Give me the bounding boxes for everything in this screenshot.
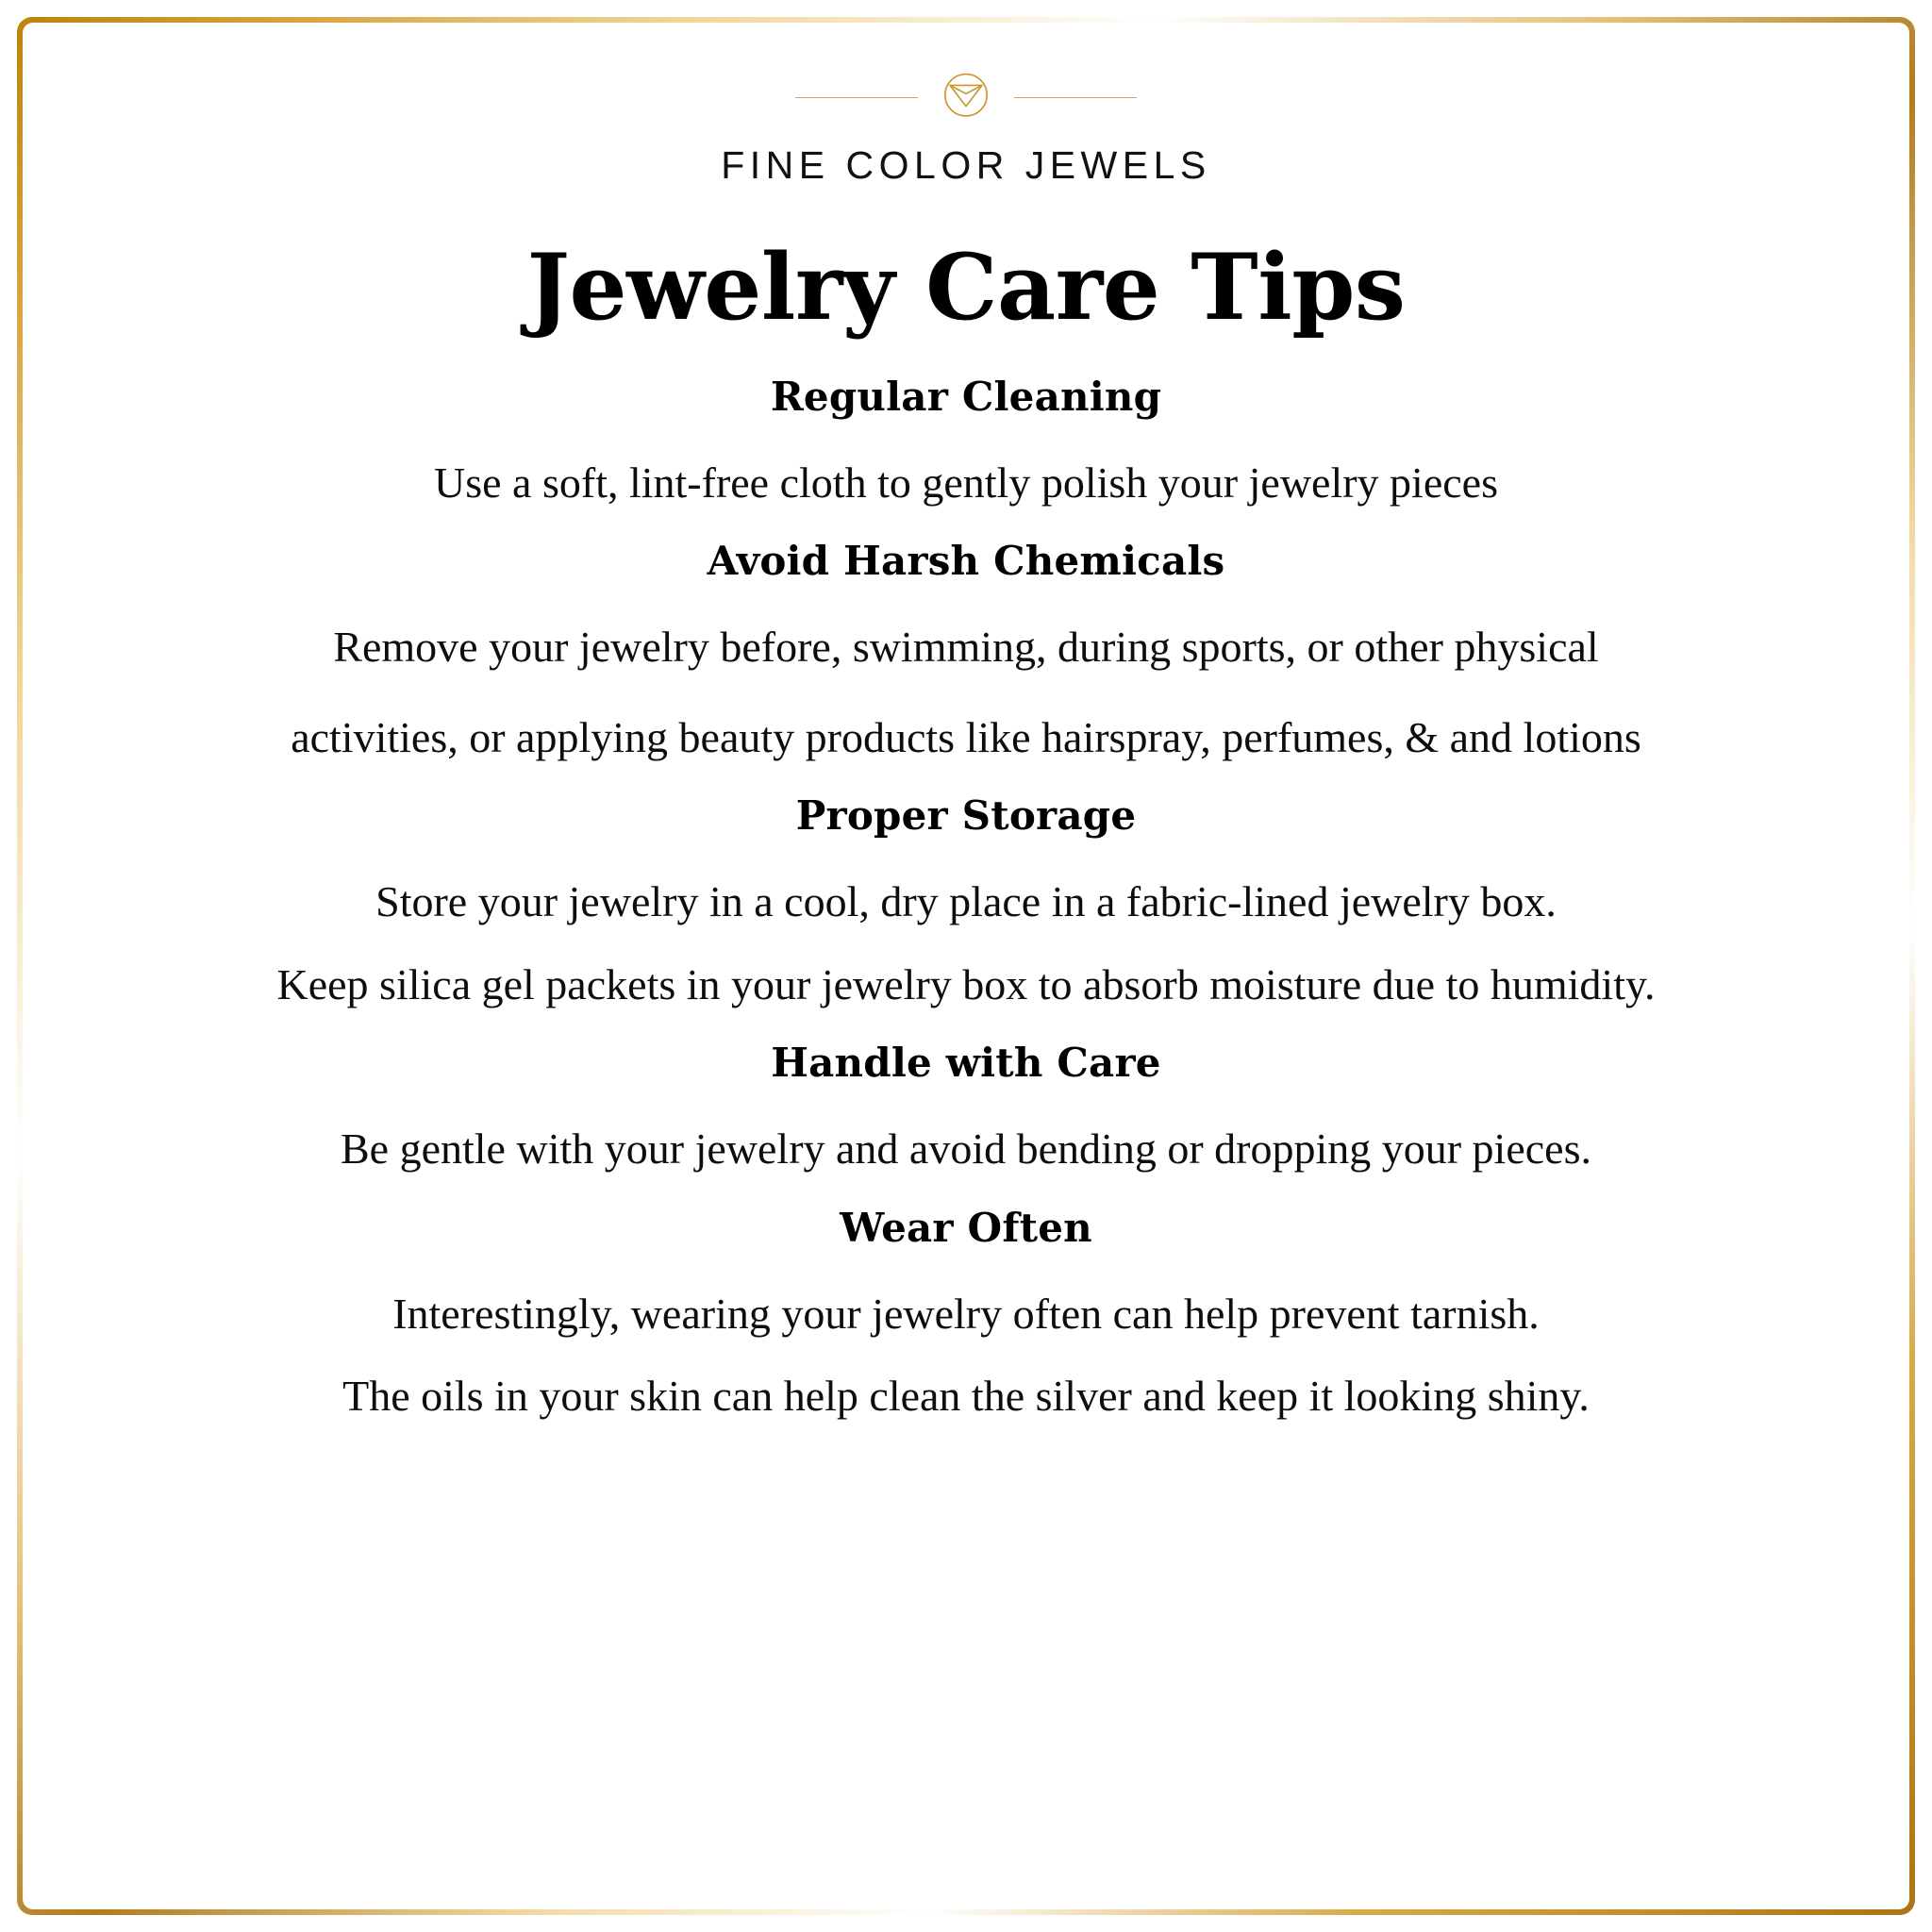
page-title: Jewelry Care Tips [526,234,1406,341]
diamond-gem-icon [931,62,1001,132]
section-handle-with-care [79,1040,1853,1176]
care-tips-sections [79,374,1853,1424]
section-regular-cleaning [79,374,1853,510]
section-heading: Regular Cleaning [770,373,1162,420]
section-wear-often [79,1205,1853,1424]
left-rule [795,97,918,98]
section-heading: Proper Storage [795,792,1137,840]
section-heading: Avoid Harsh Chemicals [707,538,1225,585]
brand-mark [702,60,1230,134]
section-heading: Wear Often [840,1204,1092,1251]
page-inner [23,23,1909,1909]
section-line: Be gentle with your jewelry and avoid bending or dropping your pieces. [340,1124,1591,1174]
section-heading: Handle with Care [771,1040,1161,1087]
gold-border-frame [17,17,1915,1915]
brand-block [702,47,1230,188]
section-line: Interestingly, wearing your jewelry often can help prevent tarnish. [392,1289,1540,1338]
section-line: Keep silica gel packets in your jewelry box to absorb moisture due to humidity. [276,959,1656,1008]
section-proper-storage [79,792,1853,1011]
section-avoid-harsh-chemicals [79,538,1853,764]
section-line: Use a soft, lint-free cloth to gently polish your jewelry pieces [434,458,1498,507]
section-line: Remove your jewelry before, swimming, during sports, or other physical [333,623,1599,672]
section-line: The oils in your skin can help clean the silver and keep it looking shiny. [342,1372,1590,1421]
section-line: Store your jewelry in a cool, dry place in a fabric-lined jewelry box. [375,877,1557,926]
page-content [23,23,1909,1909]
right-rule [1014,97,1137,98]
brand-name: FINE COLOR JEWELS [721,143,1211,187]
section-line: activities, or applying beauty products like hairspray, perfumes, & and lotions [291,712,1641,761]
